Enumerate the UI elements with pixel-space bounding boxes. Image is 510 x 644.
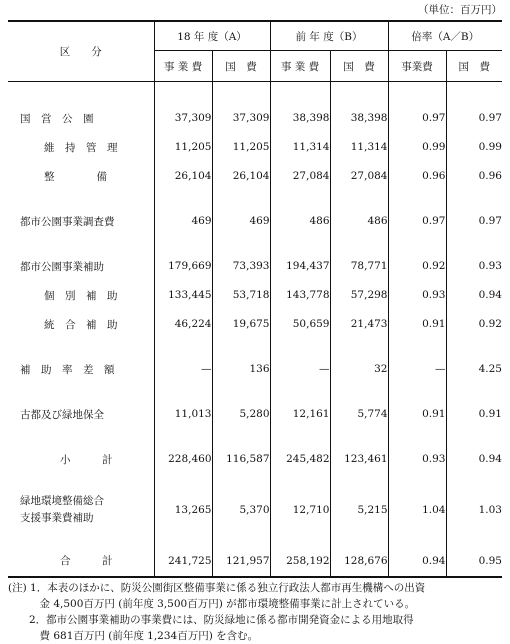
table-row — [8, 445, 502, 474]
table-cell: 123,461 — [330, 445, 388, 474]
header-group-ratio: 倍率（A／B） — [388, 21, 502, 51]
table-cell: 26,104 — [154, 162, 212, 191]
spacer-row — [8, 339, 502, 355]
table-cell: 486 — [330, 207, 388, 236]
table-cell: 27,084 — [330, 162, 388, 191]
table-cell: 27,084 — [270, 162, 330, 191]
table-cell: 19,675 — [212, 310, 270, 339]
table-cell: 11,205 — [154, 133, 212, 162]
row-label: 個 別 補 助 — [44, 289, 118, 302]
header-sub: 国 費 — [446, 51, 502, 82]
table-cell: — — [154, 355, 212, 384]
table-cell: 133,445 — [154, 281, 212, 310]
table-row — [8, 400, 502, 429]
row-label: 補 助 率 差 額 — [20, 363, 115, 376]
table-cell: 179,669 — [154, 252, 212, 281]
table-row — [8, 281, 502, 310]
footnotes — [8, 580, 506, 644]
table-cell: 0.95 — [446, 546, 502, 577]
footnote-line: 2．都市公園事業補助の事業費には、防災緑地に係る都市開発資金による用地取得 — [8, 614, 414, 626]
table-cell: 469 — [154, 207, 212, 236]
header-sub: 国 費 — [330, 51, 388, 82]
table-cell: 0.94 — [446, 281, 502, 310]
table-cell: 0.97 — [388, 104, 446, 133]
table-cell: 50,659 — [270, 310, 330, 339]
header-sub: 事 業 費 — [154, 51, 212, 82]
table-cell: 12,710 — [270, 490, 330, 530]
table-cell: 0.97 — [388, 207, 446, 236]
table-cell: 245,482 — [270, 445, 330, 474]
header-sub: 国 費 — [212, 51, 270, 82]
header-category: 区 分 — [8, 21, 154, 82]
table-cell: 1.03 — [446, 490, 502, 530]
footnote-line: 費 681百万円 (前年度 1,234百万円) を含む。 — [8, 630, 259, 642]
table-row — [8, 310, 502, 339]
table-cell: 26,104 — [212, 162, 270, 191]
table-cell: 0.92 — [388, 252, 446, 281]
table-cell: — — [388, 355, 446, 384]
table-cell: 38,398 — [270, 104, 330, 133]
table-cell: 1.04 — [388, 490, 446, 530]
table-cell: 46,224 — [154, 310, 212, 339]
table-cell: 37,309 — [154, 104, 212, 133]
table-cell: 13,265 — [154, 490, 212, 530]
table-cell: 53,718 — [212, 281, 270, 310]
table-cell: 11,314 — [270, 133, 330, 162]
row-label: 統 合 補 助 — [44, 318, 118, 331]
table-cell: 21,473 — [330, 310, 388, 339]
table-cell: 136 — [212, 355, 270, 384]
table-cell: 11,205 — [212, 133, 270, 162]
table-cell: 12,161 — [270, 400, 330, 429]
table-row — [8, 252, 502, 281]
row-label: 緑地環境整備総合 支援事業費補助 — [20, 494, 104, 524]
table-cell: 0.91 — [388, 400, 446, 429]
table-cell: 0.96 — [388, 162, 446, 191]
table-cell: 5,215 — [330, 490, 388, 530]
row-label: 維 持 管 理 — [44, 141, 118, 154]
table-row — [8, 490, 502, 530]
table-cell: 143,778 — [270, 281, 330, 310]
table-cell: 0.99 — [446, 133, 502, 162]
table-cell: 194,437 — [270, 252, 330, 281]
footnote-line: 金 4,500百万円 (前年度 3,500百万円) が都市環境整備事業に計上されている。 — [8, 598, 416, 610]
table-row — [8, 355, 502, 384]
table-row — [8, 104, 502, 133]
table-row — [8, 162, 502, 191]
table-cell: 0.97 — [446, 104, 502, 133]
table-cell: — — [270, 355, 330, 384]
table-row — [8, 546, 502, 577]
table-cell: 0.93 — [388, 281, 446, 310]
spacer-row — [8, 191, 502, 207]
table-cell: 121,957 — [212, 546, 270, 577]
table-cell: 5,280 — [212, 400, 270, 429]
table-cell: 11,314 — [330, 133, 388, 162]
table-cell: 486 — [270, 207, 330, 236]
table-cell: 228,460 — [154, 445, 212, 474]
row-label: 合 計 — [8, 546, 154, 577]
spacer-row — [8, 236, 502, 252]
table-cell: 241,725 — [154, 546, 212, 577]
table-cell: 5,370 — [212, 490, 270, 530]
table-row — [8, 133, 502, 162]
table-cell: 0.93 — [446, 252, 502, 281]
spacer-row — [8, 384, 502, 400]
table-cell: 258,192 — [270, 546, 330, 577]
row-label: 都市公園事業補助 — [20, 260, 104, 273]
row-label: 整 備 — [44, 170, 107, 183]
row-label: 小 計 — [60, 453, 113, 466]
table-cell: 116,587 — [212, 445, 270, 474]
header-group-current: 18 年 度（A） — [154, 21, 270, 51]
table-cell: 469 — [212, 207, 270, 236]
footnote-line: (注) 1．本表のほかに、防災公園街区整備事業に係る独立行政法人都市再生機構への出資 — [8, 582, 426, 594]
unit-label: （単位：百万円） — [418, 4, 502, 16]
table-cell: 37,309 — [212, 104, 270, 133]
table-cell: 0.99 — [388, 133, 446, 162]
table-body — [8, 82, 502, 577]
table-cell: 0.97 — [446, 207, 502, 236]
table-cell: 0.94 — [388, 546, 446, 577]
header-group-previous: 前 年 度（B） — [270, 21, 388, 51]
table-cell: 78,771 — [330, 252, 388, 281]
table-cell: 11,013 — [154, 400, 212, 429]
table-cell: 0.96 — [446, 162, 502, 191]
header-sub: 事業費 — [388, 51, 446, 82]
table-row — [8, 207, 502, 236]
table-cell: 128,676 — [330, 546, 388, 577]
table-cell: 73,393 — [212, 252, 270, 281]
table-cell: 0.91 — [446, 400, 502, 429]
row-label: 都市公園事業調査費 — [20, 215, 115, 228]
row-label: 古都及び緑地保全 — [20, 408, 104, 421]
table-cell: 32 — [330, 355, 388, 384]
table-cell: 0.92 — [446, 310, 502, 339]
row-label: 国 営 公 園 — [20, 112, 94, 125]
table-cell: 38,398 — [330, 104, 388, 133]
table-cell: 57,298 — [330, 281, 388, 310]
table-cell: 0.91 — [388, 310, 446, 339]
spacer-row — [8, 82, 502, 104]
spacer-row — [8, 530, 502, 546]
table-cell: 5,774 — [330, 400, 388, 429]
budget-table — [8, 20, 502, 578]
spacer-row — [8, 474, 502, 490]
spacer-row — [8, 429, 502, 445]
table-cell: 0.93 — [388, 445, 446, 474]
table-cell: 4.25 — [446, 355, 502, 384]
header-sub: 事 業 費 — [270, 51, 330, 82]
table-cell: 0.94 — [446, 445, 502, 474]
